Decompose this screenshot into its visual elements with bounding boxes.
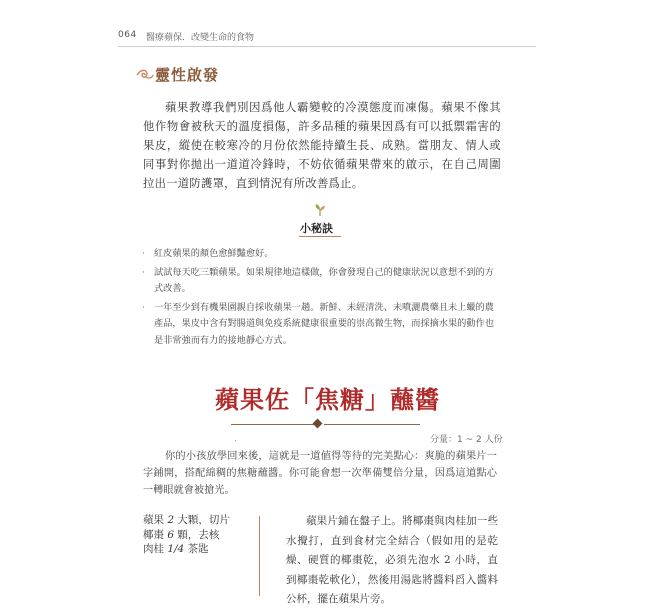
swirl-ornament-icon xyxy=(135,67,155,83)
title-divider-left xyxy=(231,424,314,425)
ingredient-name: 肉桂 xyxy=(143,543,164,555)
section-title: 靈性啟發 xyxy=(155,66,220,84)
tips-list xyxy=(142,246,502,351)
page-number: 064 xyxy=(118,30,137,40)
bullet: · xyxy=(142,266,145,278)
bullet: · xyxy=(142,301,145,313)
title-divider-right xyxy=(324,424,420,425)
list-item xyxy=(142,246,502,263)
running-head: 醫療蘋保．改變生命的食物 xyxy=(146,33,255,43)
ingredient-item xyxy=(143,528,230,543)
header-divider xyxy=(118,46,536,47)
column-divider xyxy=(259,516,260,596)
leaf-sprout-icon xyxy=(312,203,328,217)
diamond-ornament-icon xyxy=(313,419,323,429)
inspiration-paragraph: 蘋果教導我們別因爲他人霸變較的冷漠態度而凍傷。蘋果不像其他作物會被秋天的溫度損傷，許多品種的蘋果因爲有可以抵禦霜害的果皮，縱使在較寒冷的月份依然能持續生長、成熟。當朋友、情人或同事對你拋出一道道冷鋒時，不妨依循蘋果帶來的啟示，在自己周圍拉出一道防護罩，直到情況有所改善爲止。 xyxy=(143,101,501,190)
recipe-title: 蘋果佐「焦糖」蘸醬 xyxy=(215,385,440,414)
list-item xyxy=(142,300,502,350)
tips-title: 小秘訣 xyxy=(300,222,333,235)
ingredient-unit: 茶匙 xyxy=(187,543,209,555)
recipe-steps: 蘋果片鋪在盤子上。將椰棗與肉桂加一些水攪打，直到食材完全結合（假如用的是乾燥、硬質的椰棗乾，必須先泡水 2 小時，直到椰棗乾軟化），然後用湯匙將醬料舀入醬料公杯，擺在蘋果片旁。 xyxy=(286,515,498,605)
ingredient-item xyxy=(143,513,230,528)
ingredient-item xyxy=(143,542,230,557)
tip-text: 試試每天吃三顆蘋果。如果規律地這樣做，你會發現自己的健康狀況以意想不到的方式改善。 xyxy=(154,266,494,294)
list-item xyxy=(142,265,502,298)
ingredient-name: 蘋果 xyxy=(143,514,164,526)
ingredient-qty: 1/4 xyxy=(167,543,185,555)
tip-text: 一年至少到有機果園親自採收蘋果一趟。新鮮、未經清洗、未噴灑農藥且未上蠟的農產品，果皮中含有對腸道與免疫系統健康很重要的崇高微生物，而採摘水果的動作也是非常強而有力的接地靜心方式。 xyxy=(154,301,494,346)
tip-text: 紅皮蘋果的顏色愈鮮豔愈好。 xyxy=(154,248,274,259)
ingredient-unit: 顆，去核 xyxy=(177,528,220,541)
bullet: · xyxy=(142,248,145,259)
serving-size: 分量：1 ~ 2 人份 xyxy=(430,435,503,445)
tips-underline xyxy=(299,236,341,237)
ingredient-qty: 6 xyxy=(167,528,175,541)
stray-mark: . xyxy=(234,434,237,444)
ingredients-list xyxy=(143,513,230,557)
ingredient-unit: 大顆，切片 xyxy=(177,514,230,526)
recipe-intro: 你的小孩放學回來後，這就是一道値得等待的完美點心：爽脆的蘋果片一字鋪開，搭配綿稠的焦糖蘸醬。你可能會想一次準備雙倍分量，因爲這道點心一轉眼就會被搶光。 xyxy=(143,451,497,496)
ingredient-name: 椰棗 xyxy=(143,528,164,541)
ingredient-qty: 2 xyxy=(167,514,175,526)
